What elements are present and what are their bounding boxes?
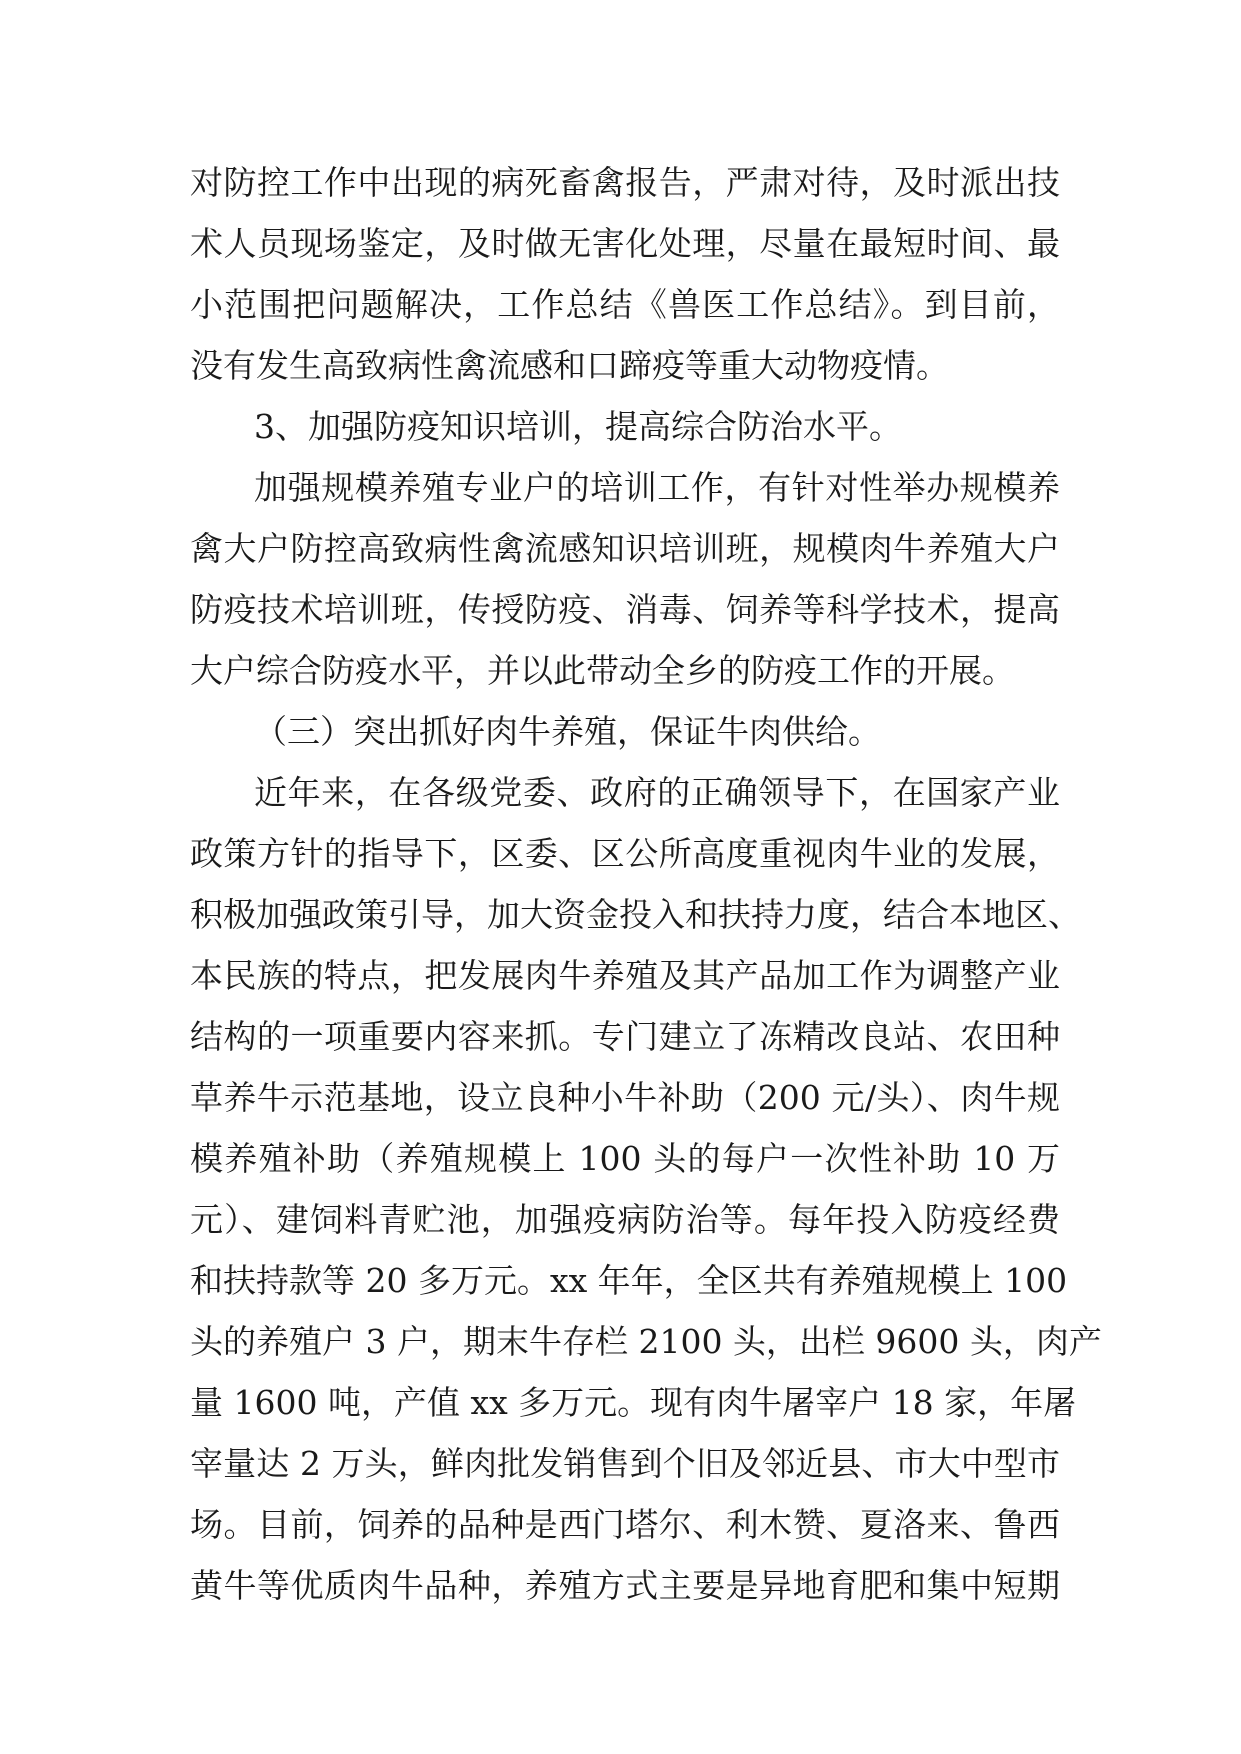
text-line: 黄牛等优质肉牛品种，养殖方式主要是异地育肥和集中短期 xyxy=(190,1566,1060,1605)
text-line: 草养牛示范基地，设立良种小牛补助（200 元/头）、肉牛规 xyxy=(190,1078,1060,1117)
text-line: 结构的一项重要内容来抓。专门建立了冻精改良站、农田种 xyxy=(190,1017,1060,1056)
text-line: 积极加强政策引导，加大资金投入和扶持力度，结合本地区、 xyxy=(190,895,1081,934)
text-line: 没有发生高致病性禽流感和口蹄疫等重大动物疫情。 xyxy=(190,346,949,385)
text-line: 头的养殖户 3 户，期末牛存栏 2100 头，出栏 9600 头，肉产 xyxy=(190,1322,1102,1361)
text-line: 大户综合防疫水平，并以此带动全乡的防疫工作的开展。 xyxy=(190,651,1015,690)
text-line: 宰量达 2 万头，鲜肉批发销售到个旧及邻近县、市大中型市 xyxy=(190,1444,1060,1483)
text-line: 元）、建饲料青贮池，加强疫病防治等。每年投入防疫经费 xyxy=(190,1200,1060,1239)
text-line: 和扶持款等 20 多万元。xx 年年，全区共有养殖规模上 100 xyxy=(190,1261,1068,1300)
text-line: 政策方针的指导下，区委、区公所高度重视肉牛业的发展， xyxy=(190,834,1060,873)
section-heading: （三）突出抓好肉牛养殖，保证牛肉供给。 xyxy=(254,712,881,751)
text-line: 近年来，在各级党委、政府的正确领导下，在国家产业 xyxy=(254,773,1060,812)
text-line: 场。目前，饲养的品种是西门塔尔、利木赞、夏洛来、鲁西 xyxy=(190,1505,1060,1544)
text-line: 小范围把问题解决，工作总结《兽医工作总结》。到目前， xyxy=(190,285,1060,324)
text-line: 加强规模养殖专业户的培训工作，有针对性举办规模养 xyxy=(254,468,1060,507)
section-heading: 3、加强防疫知识培训，提高综合防治水平。 xyxy=(254,407,902,446)
text-line: 术人员现场鉴定，及时做无害化处理，尽量在最短时间、最 xyxy=(190,224,1060,263)
text-line: 禽大户防控高致病性禽流感知识培训班，规模肉牛养殖大户 xyxy=(190,529,1060,568)
text-line: 对防控工作中出现的病死畜禽报告，严肃对待，及时派出技 xyxy=(190,163,1060,202)
text-line: 量 1600 吨，产值 xx 多万元。现有肉牛屠宰户 18 家，年屠 xyxy=(190,1383,1077,1422)
text-line: 本民族的特点，把发展肉牛养殖及其产品加工作为调整产业 xyxy=(190,956,1060,995)
text-line: 防疫技术培训班，传授防疫、消毒、饲养等科学技术，提高 xyxy=(190,590,1060,629)
text-line: 模养殖补助（养殖规模上 100 头的每户一次性补助 10 万 xyxy=(190,1139,1060,1178)
